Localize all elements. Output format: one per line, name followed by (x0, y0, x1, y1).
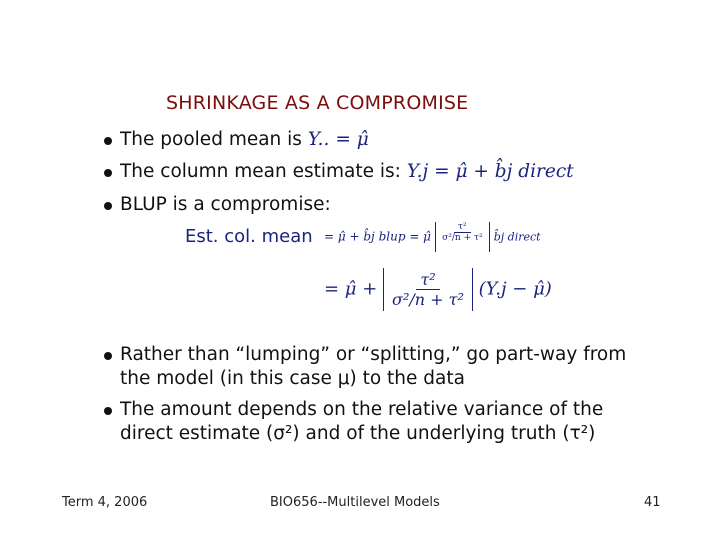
bullet-text: BLUP is a compromise: (120, 194, 331, 215)
bullet-amount (104, 398, 664, 446)
bullet-lumping (104, 343, 664, 391)
eq2-tail: (Y.j − μ̂) (478, 278, 552, 300)
eq1-lhs: = μ̂ + b̂j blup = μ̂ (324, 229, 431, 244)
bullet-dot-icon (104, 137, 112, 145)
eq2-bracket (383, 268, 473, 311)
bullet-column-mean (104, 160, 664, 184)
eq2-frac-num: τ² (416, 270, 439, 290)
bullet-pooled-mean (104, 128, 664, 152)
bullet-text-line2: the model (in this case μ) to the data (120, 368, 465, 389)
bullet-dot-icon (104, 407, 112, 415)
eq2-frac-den: σ²/n + τ² (392, 290, 464, 309)
math-pooled-mean: Y.. = μ̂ (307, 129, 369, 150)
bullet-text-line2: direct estimate (σ²) and of the underlying truth (τ²) (120, 423, 596, 444)
bullet-text: The column mean estimate is: (120, 161, 401, 182)
footer-course: BIO656--Multilevel Models (270, 495, 440, 510)
bullet-blup (104, 193, 664, 217)
footer-page-number: 41 (644, 495, 661, 510)
eq1-frac-den: σ²/n + τ² (442, 233, 483, 243)
bullet-dot-icon (104, 352, 112, 360)
equation-row-1 (324, 222, 541, 252)
bullet-text-line1: Rather than “lumping” or “splitting,” go part-way from (120, 344, 627, 365)
eq1-bracket (435, 222, 489, 252)
eq1-tail: b̂j direct (493, 230, 541, 244)
bullet-dot-icon (104, 202, 112, 210)
math-column-mean: Y.j = μ̂ + b̂j direct (406, 161, 574, 182)
slide-title: SHRINKAGE AS A COMPROMISE (166, 92, 469, 114)
footer-term: Term 4, 2006 (62, 495, 148, 510)
bullet-text: The pooled mean is (120, 129, 302, 150)
bullet-dot-icon (104, 169, 112, 177)
bullet-text-line1: The amount depends on the relative variance of the (120, 399, 604, 420)
eq1-frac-num: τ² (454, 222, 471, 233)
est-col-mean-label: Est. col. mean (185, 226, 313, 247)
equation-row-2 (324, 268, 552, 311)
eq2-lhs: = μ̂ + (324, 278, 378, 300)
